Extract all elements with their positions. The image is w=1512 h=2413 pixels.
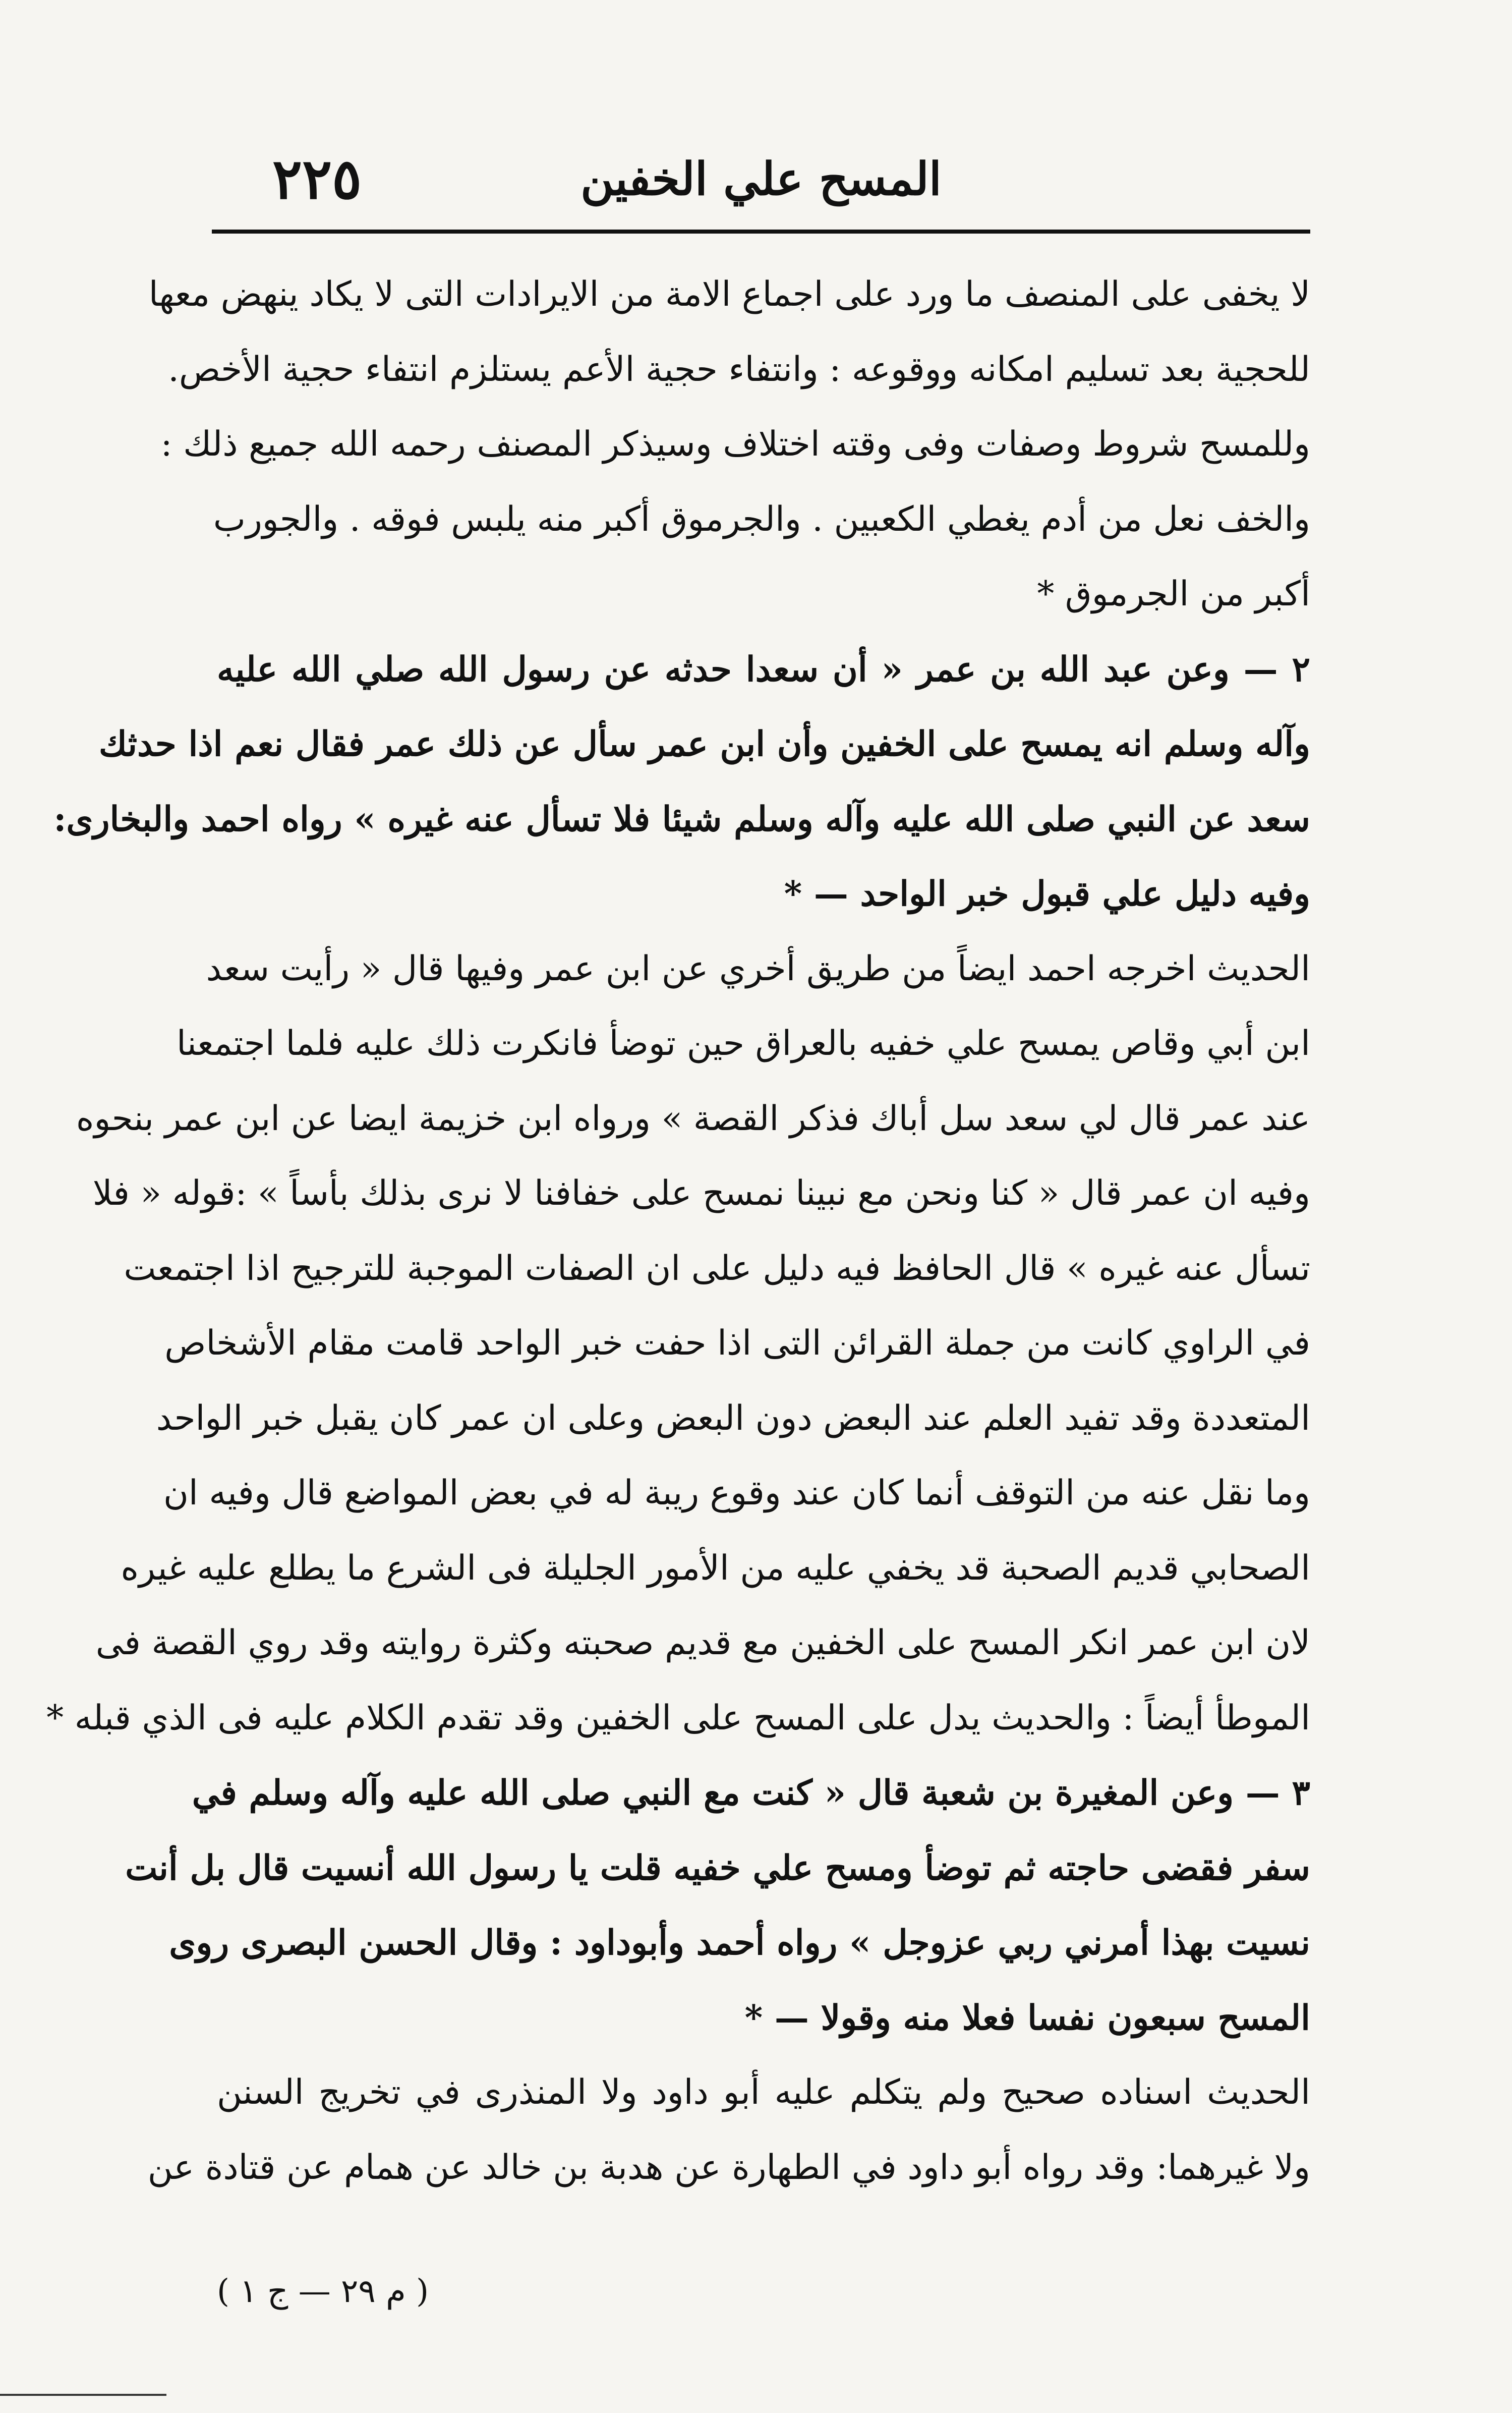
text-line: الصحابي قديم الصحبة قد يخفي عليه من الأمور الجليلة فى الشرع ما يطلع عليه غيره <box>121 1548 1310 1588</box>
page-header <box>212 146 1310 227</box>
text-line: سفر فقضى حاجته ثم توضأ ومسح علي خفيه قلت يا رسول الله أنسيت قال بل أنت <box>125 1847 1310 1888</box>
text-line: المسح سبعون نفسا فعلا منه وقولا — * <box>744 1997 1310 2038</box>
text-line: عند عمر قال لي سعد سل أباك فذكر القصة » ورواه ابن خزيمة ايضا عن ابن عمر بنحوه <box>76 1098 1310 1139</box>
text-line: ولا غيرهما: وقد رواه أبو داود في الطهارة عن هدبة بن خالد عن همام عن قتادة عن <box>147 2147 1310 2187</box>
running-title: المسح علي الخفين <box>580 152 942 206</box>
text-line: نسيت بهذا أمرني ربي عزوجل » رواه أحمد وأبوداود : وقال الحسن البصرى روى <box>169 1923 1310 1963</box>
header-divider <box>212 230 1310 234</box>
text-line: للحجية بعد تسليم امكانه ووقوعه : وانتفاء حجية الأعم يستلزم انتفاء حجية الأخص. <box>168 349 1310 389</box>
text-line: تسأل عنه غيره » قال الحافظ فيه دليل على ان الصفات الموجبة للترجيح اذا اجتمعت <box>124 1248 1310 1288</box>
commentary-line: الحديث اخرجه احمد ايضاً من طريق أخري عن ابن عمر وفيها قال « رأيت سعد <box>206 948 1310 989</box>
text-line: سعد عن النبي صلى الله عليه وآله وسلم شيئا فلا تسأل عنه غيره » رواه احمد والبخارى: <box>53 799 1310 839</box>
text-line: وما نقل عنه من التوقف أنما كان عند وقوع ريبة له في بعض المواضع قال وفيه ان <box>163 1473 1310 1513</box>
text-line: في الراوي كانت من جملة القرائن التى اذا حفت خبر الواحد قامت مقام الأشخاص <box>164 1323 1310 1363</box>
text-line: ابن أبي وقاص يمسح علي خفيه بالعراق حين توضأ فانكرت ذلك عليه فلما اجتمعنا <box>177 1024 1310 1063</box>
body-text <box>46 257 1310 2205</box>
signature-mark: ( م ٢٩ — ج ١ ) <box>217 2273 429 2310</box>
commentary-line: الحديث اسناده صحيح ولم يتكلم عليه أبو داود ولا المنذرى في تخريج السنن <box>217 2072 1310 2112</box>
text-line: لان ابن عمر انكر المسح على الخفين مع قديم صحبته وكثرة روايته وقد روي القصة فى <box>95 1623 1310 1663</box>
text-line: المتعددة وقد تفيد العلم عند البعض دون البعض وعلى ان عمر كان يقبل خبر الواحد <box>156 1398 1310 1438</box>
text-line: والخف نعل من أدم يغطي الكعبين . والجرموق أكبر منه يلبس فوقه . والجورب <box>213 499 1310 539</box>
scan-edge-line <box>0 2394 166 2396</box>
text-line: وللمسح شروط وصفات وفى وقته اختلاف وسيذكر المصنف رحمه الله جميع ذلك : <box>160 424 1310 464</box>
text-line: الموطأ أيضاً : والحديث يدل على المسح على الخفين وقد تقدم الكلام عليه فى الذي قبله * <box>46 1698 1310 1738</box>
hadith-2-line: ٢ — وعن عبد الله بن عمر « أن سعدا حدثه عن رسول الله صلي الله عليه <box>217 649 1310 690</box>
text-line: وفيه دليل علي قبول خبر الواحد — * <box>784 874 1310 914</box>
text-line: وفيه ان عمر قال « كنا ونحن مع نبينا نمسح على خفافنا لا نرى بذلك بأساً » :قوله « فلا <box>92 1173 1310 1213</box>
page-number: ٢٢٥ <box>272 146 362 211</box>
text-line: لا يخفى على المنصف ما ورد على اجماع الامة من الايرادات التى لا يكاد ينهض معها <box>148 274 1310 314</box>
text-line: أكبر من الجرموق * <box>1037 574 1310 614</box>
text-line: وآله وسلم انه يمسح على الخفين وأن ابن عمر سأل عن ذلك عمر فقال نعم اذا حدثك <box>98 724 1310 764</box>
hadith-3-line: ٣ — وعن المغيرة بن شعبة قال « كنت مع النبي صلى الله عليه وآله وسلم في <box>192 1773 1310 1813</box>
